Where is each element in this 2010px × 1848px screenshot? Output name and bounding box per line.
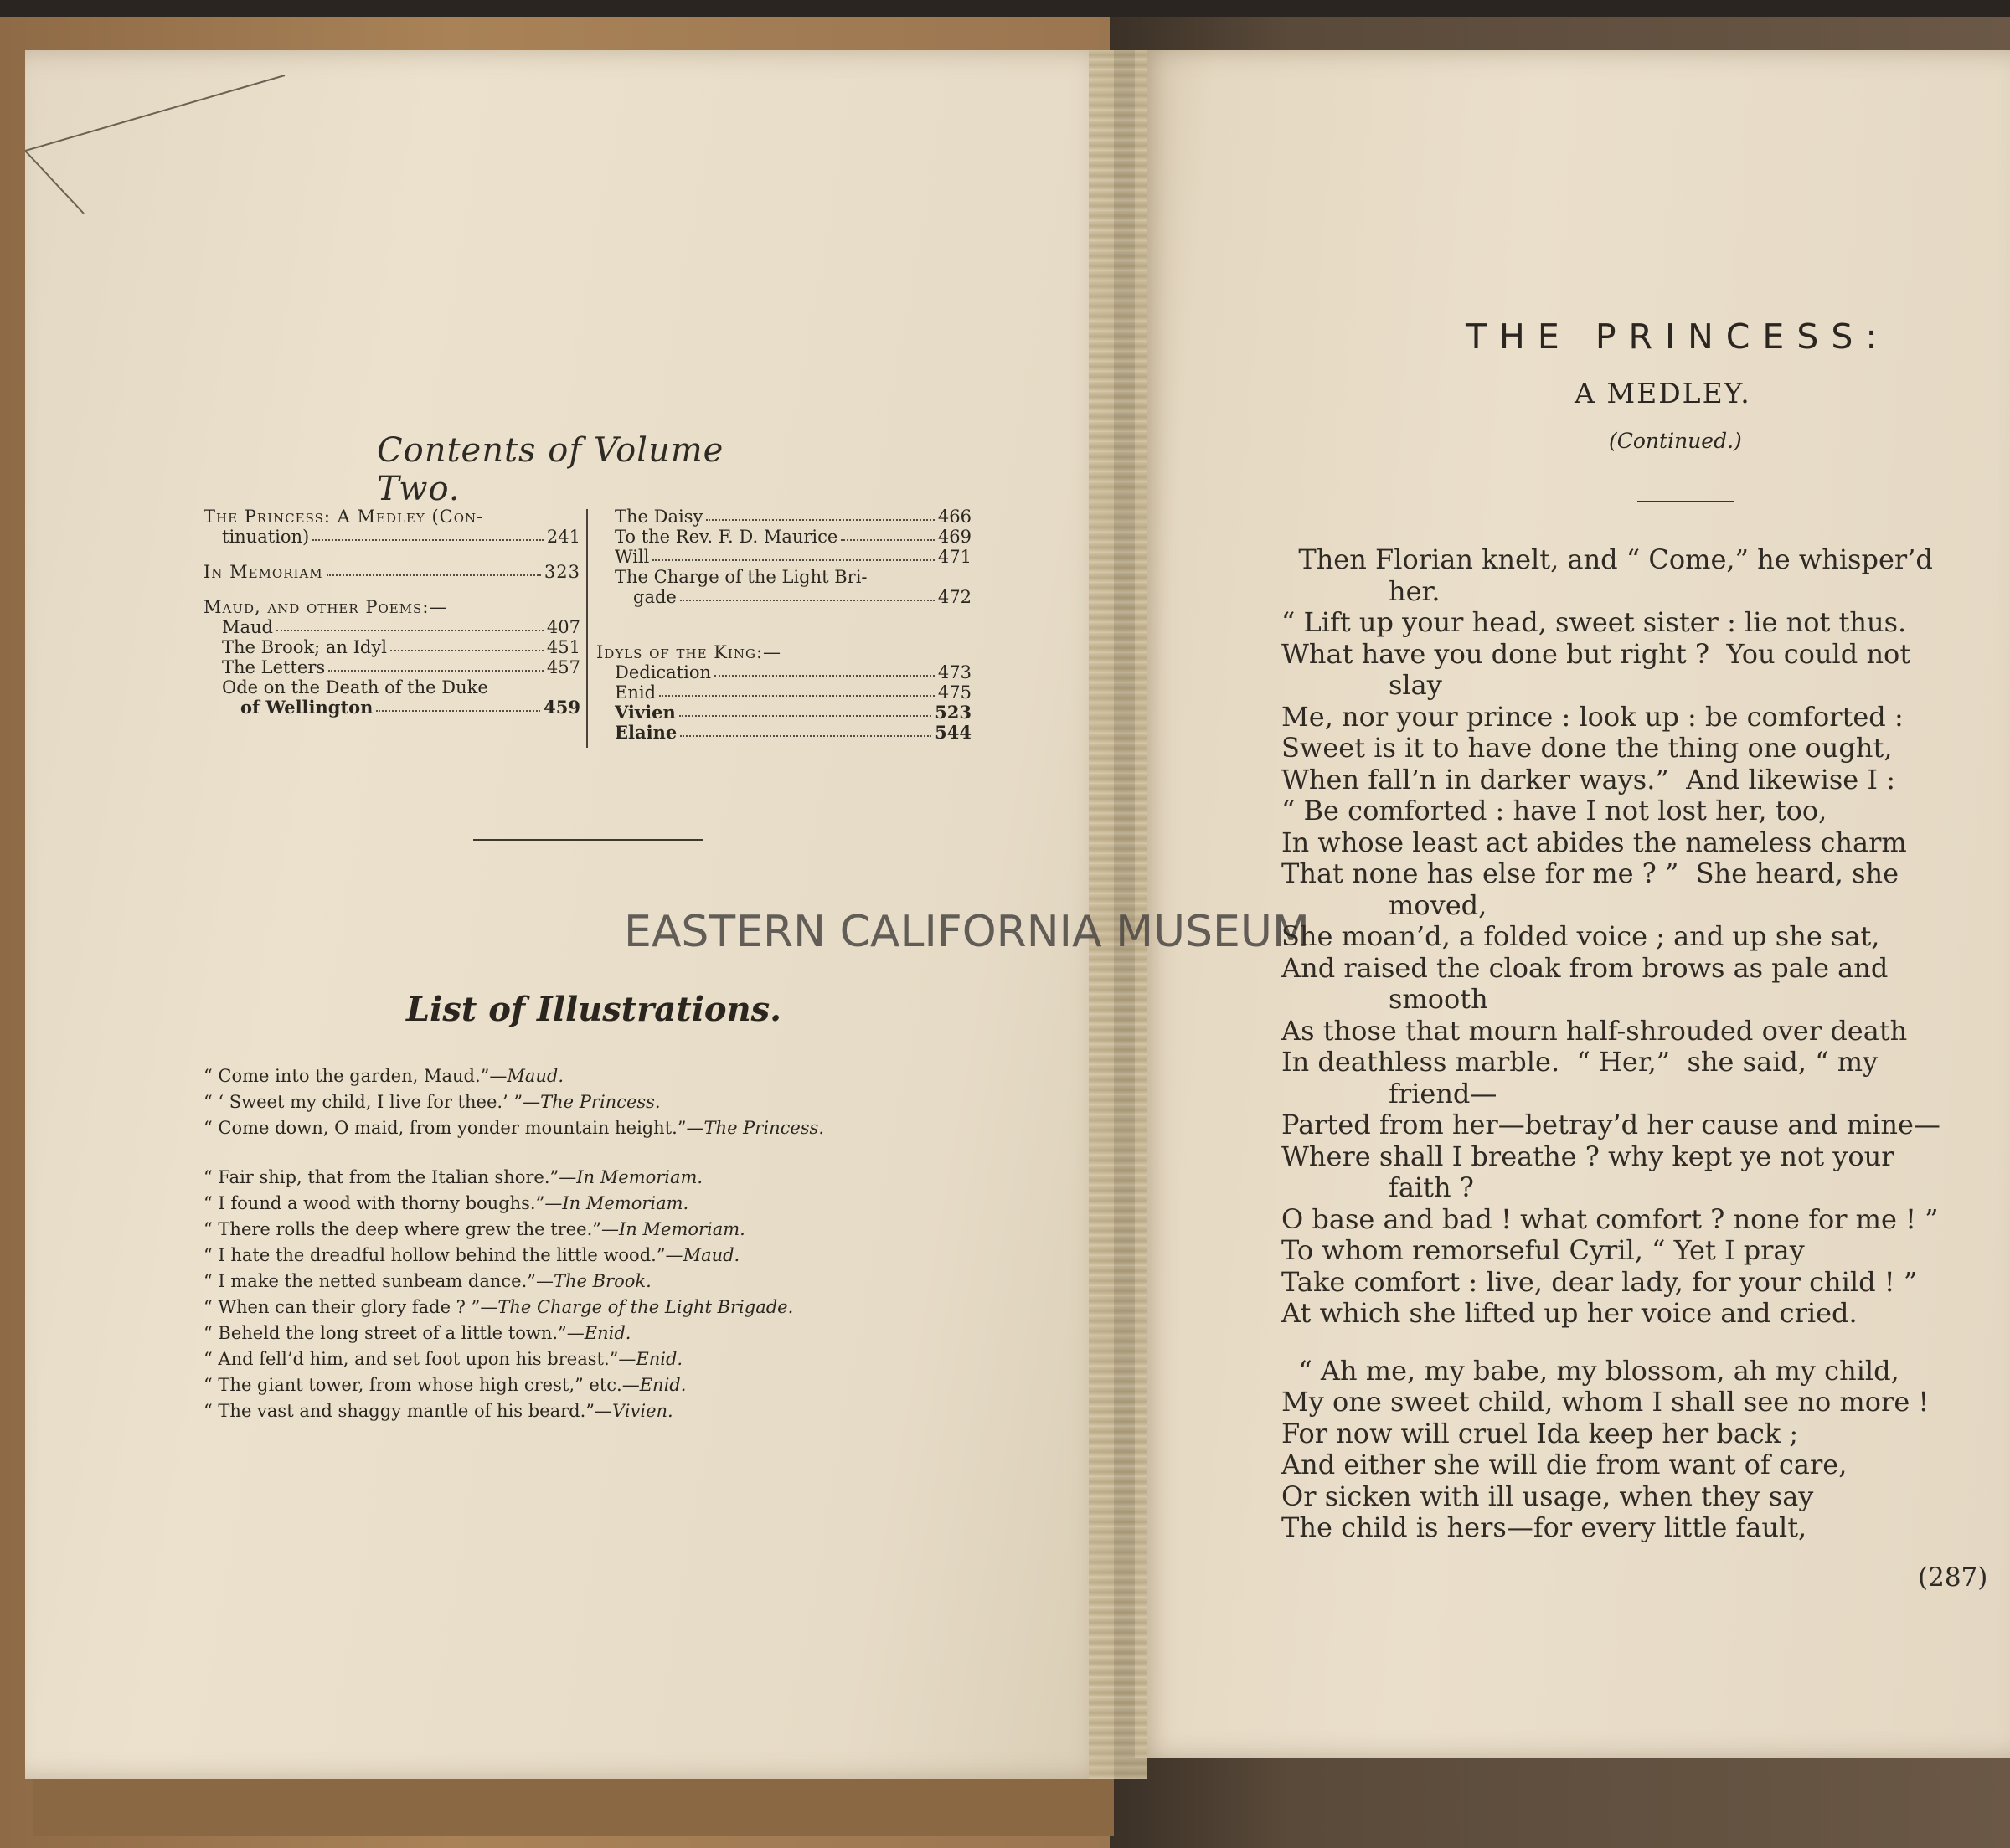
illustration-item bbox=[204, 1063, 1041, 1089]
toc-entry-title: The Princess: A Medley (Con- bbox=[204, 507, 484, 527]
illustration-source: Vivien. bbox=[612, 1401, 673, 1421]
illustration-source: Enid. bbox=[636, 1349, 683, 1369]
poem-line: faith ? bbox=[1389, 1171, 1474, 1203]
poem-line: My one sweet child, whom I shall see no more ! bbox=[1281, 1386, 1930, 1418]
toc-entry-page: 459 bbox=[544, 697, 580, 718]
toc-entry-page: 523 bbox=[935, 702, 972, 723]
illustration-quote: “ Fair ship, that from the Italian shore.”— bbox=[204, 1167, 577, 1187]
toc-entry bbox=[596, 703, 972, 723]
toc-entry bbox=[204, 657, 580, 677]
toc-entry bbox=[204, 527, 580, 547]
poem-line: her. bbox=[1389, 574, 1440, 607]
illustration-quote: “ The vast and shaggy mantle of his beard.”— bbox=[204, 1401, 613, 1421]
poem-line: Me, nor your prince : look up : be comforted : bbox=[1281, 700, 1904, 733]
toc-entry-title: Enid bbox=[615, 682, 657, 703]
poem-line: In deathless marble. “ Her,” she said, “ my bbox=[1281, 1046, 1879, 1078]
poem-line: Where shall I breathe ? why kept ye not your bbox=[1281, 1140, 1894, 1172]
toc-entry bbox=[596, 567, 972, 587]
illustration-source: Maud. bbox=[507, 1066, 564, 1086]
poem-line: Or sicken with ill usage, when they say bbox=[1281, 1480, 1814, 1512]
illustration-source: Enid. bbox=[639, 1375, 687, 1395]
toc-entry-title: Idyls of the King:— bbox=[596, 642, 782, 662]
illustration-source: Enid. bbox=[584, 1323, 631, 1343]
toc-entry bbox=[596, 527, 972, 547]
toc-entry-title: tinuation) bbox=[222, 527, 310, 547]
poem-line: “ Be comforted : have I not lost her, too, bbox=[1281, 795, 1827, 826]
toc-entry bbox=[204, 637, 580, 657]
poem-line: slay bbox=[1389, 669, 1442, 701]
poem-line: And raised the cloak from brows as pale and bbox=[1281, 951, 1889, 984]
toc-entry-title: The Letters bbox=[222, 657, 326, 677]
toc-entry-title: To the Rev. F. D. Maurice bbox=[615, 527, 838, 547]
poem-subtitle: A MEDLEY. bbox=[1574, 377, 1751, 409]
toc-entry-title: Will bbox=[615, 547, 650, 567]
contents-title: Contents of Volume Two. bbox=[377, 431, 724, 508]
toc-entry bbox=[596, 723, 972, 743]
illustration-item bbox=[204, 1243, 1041, 1269]
illustration-item bbox=[204, 1372, 1041, 1398]
toc-entry bbox=[596, 662, 972, 682]
illustration-item bbox=[204, 1165, 1041, 1191]
toc-entry-title: The Brook; an Idyl bbox=[222, 637, 387, 657]
poem-line: Parted from her—betray’d her cause and mine— bbox=[1281, 1109, 1940, 1140]
title-divider-rule bbox=[1637, 501, 1734, 502]
illustration-item bbox=[204, 1295, 1041, 1320]
toc-entry-title: Elaine bbox=[615, 722, 678, 743]
toc-entry-page: 457 bbox=[546, 657, 580, 677]
toc-entry-page: 544 bbox=[935, 722, 972, 743]
toc-entry-title: Vivien bbox=[615, 702, 676, 723]
poem-line: What have you done but right ? You could not bbox=[1281, 637, 1911, 670]
toc-section-heading bbox=[204, 597, 580, 617]
toc-entry bbox=[204, 698, 580, 718]
illustration-source: The Charge of the Light Brigade. bbox=[497, 1297, 794, 1317]
illustration-source: The Princess. bbox=[540, 1092, 661, 1112]
illustration-quote: “ Come down, O maid, from yonder mountain height.”— bbox=[204, 1118, 704, 1138]
illustration-item bbox=[204, 1346, 1041, 1372]
toc-entry-title: of Wellington bbox=[240, 697, 374, 718]
poem-line: Take comfort : live, dear lady, for your child ! ” bbox=[1281, 1265, 1918, 1298]
toc-entry bbox=[204, 677, 580, 698]
illustration-item bbox=[204, 1269, 1041, 1295]
poem-line: At which she lifted up her voice and cried. bbox=[1281, 1297, 1858, 1329]
poem-line: moved, bbox=[1389, 888, 1487, 921]
illustration-quote: “ Beheld the long street of a little town.”— bbox=[204, 1323, 585, 1343]
illustration-quote: “ Come into the garden, Maud.”— bbox=[204, 1066, 508, 1086]
toc-entry-page: 472 bbox=[937, 587, 972, 607]
toc-entry-page: 471 bbox=[937, 547, 972, 567]
poem-line: That none has else for me ? ” She heard, she bbox=[1281, 857, 1899, 889]
illustration-item bbox=[204, 1398, 1041, 1424]
illustration-item bbox=[204, 1089, 1041, 1115]
poem-line: When fall’n in darker ways.” And likewise I : bbox=[1281, 763, 1895, 795]
illustrations-list bbox=[204, 1063, 1041, 1424]
toc-entry-title: The Daisy bbox=[615, 507, 704, 527]
poem-line: In whose least act abides the nameless charm bbox=[1281, 826, 1907, 858]
illustration-quote: “ The giant tower, from whose high crest,” etc.— bbox=[204, 1375, 640, 1395]
poem-line: “ Lift up your head, sweet sister : lie not thus. bbox=[1281, 606, 1907, 638]
illustration-quote: “ I hate the dreadful hollow behind the little wood.”— bbox=[204, 1245, 683, 1265]
illustration-quote: “ When can their glory fade ? ”— bbox=[204, 1297, 498, 1317]
poem-line: She moan’d, a folded voice ; and up she sat, bbox=[1281, 920, 1880, 952]
toc-entry-page: 323 bbox=[544, 562, 580, 582]
toc-section-heading bbox=[596, 642, 972, 662]
illustration-source: In Memoriam. bbox=[562, 1193, 689, 1213]
toc-entry bbox=[596, 547, 972, 567]
toc-entry-page: 469 bbox=[937, 527, 972, 547]
toc-entry-title: The Charge of the Light Bri- bbox=[615, 567, 868, 587]
poem-line: smooth bbox=[1389, 983, 1488, 1015]
poem-line: O base and bad ! what comfort ? none for me ! ” bbox=[1281, 1202, 1939, 1235]
illustration-item bbox=[204, 1191, 1041, 1217]
toc-entry-page: 466 bbox=[937, 507, 972, 527]
illustration-item bbox=[204, 1115, 1041, 1141]
illustration-quote: “ I found a wood with thorny boughs.”— bbox=[204, 1193, 563, 1213]
toc-entry-title: Maud, and other Poems:— bbox=[204, 597, 448, 617]
poem-title: THE PRINCESS: bbox=[1466, 317, 1890, 357]
toc-entry-page: 475 bbox=[937, 682, 972, 703]
toc-entry-title: Maud bbox=[222, 617, 273, 637]
toc-entry bbox=[596, 587, 972, 607]
poem-line: To whom remorseful Cyril, “ Yet I pray bbox=[1281, 1234, 1805, 1266]
illustration-quote: “ And fell’d him, and set foot upon his breast.”— bbox=[204, 1349, 636, 1369]
illustration-item bbox=[204, 1320, 1041, 1346]
illustration-quote: “ ‘ Sweet my child, I live for thee.’ ”— bbox=[204, 1092, 541, 1112]
illustration-source: In Memoriam. bbox=[576, 1167, 704, 1187]
illustration-source: The Princess. bbox=[704, 1118, 825, 1138]
poem-line: “ Ah me, my babe, my blossom, ah my child, bbox=[1281, 1354, 1899, 1387]
toc-entry-page: 473 bbox=[937, 662, 972, 682]
toc-entry bbox=[596, 507, 972, 527]
toc-column-divider bbox=[586, 509, 588, 748]
museum-watermark: EASTERN CALIFORNIA MUSEUM bbox=[624, 907, 1310, 957]
illustration-item bbox=[204, 1217, 1041, 1243]
toc-entry-title: Dedication bbox=[615, 662, 712, 682]
continued-text: (Continued.) bbox=[1609, 429, 1742, 453]
illustration-quote: “ I make the netted sunbeam dance.”— bbox=[204, 1271, 554, 1291]
illustration-source: Maud. bbox=[683, 1245, 740, 1265]
poem-line: For now will cruel Ida keep her back ; bbox=[1281, 1417, 1799, 1449]
toc-entry bbox=[204, 562, 580, 582]
continued-note bbox=[1609, 429, 1776, 453]
page-corner-fold bbox=[25, 50, 293, 218]
toc-entry-page: 407 bbox=[546, 617, 580, 637]
poem-line: As those that mourn half-shrouded over death bbox=[1281, 1014, 1908, 1047]
illustration-source: In Memoriam. bbox=[619, 1219, 745, 1239]
poem-line: And either she will die from want of care, bbox=[1281, 1449, 1848, 1480]
toc-entry bbox=[204, 617, 580, 637]
toc-left-column bbox=[204, 507, 580, 718]
toc-right-column bbox=[596, 507, 972, 743]
poem-line: The child is hers—for every little fault, bbox=[1281, 1511, 1807, 1543]
illustration-quote: “ There rolls the deep where grew the tree.”— bbox=[204, 1219, 620, 1239]
poem-line: Then Florian knelt, and “ Come,” he whisper’d bbox=[1281, 544, 1933, 575]
poem-line: Sweet is it to have done the thing one ought, bbox=[1281, 732, 1893, 764]
poem-line: friend— bbox=[1389, 1077, 1497, 1109]
illustrations-title: List of Illustrations. bbox=[406, 990, 782, 1029]
illustration-source: The Brook. bbox=[553, 1271, 652, 1291]
toc-entry bbox=[204, 507, 580, 527]
toc-entry-page: 241 bbox=[546, 527, 580, 547]
toc-entry-title: gade bbox=[633, 587, 677, 607]
page-number: (287) bbox=[1918, 1562, 1988, 1593]
toc-entry-title: Ode on the Death of the Duke bbox=[222, 677, 488, 698]
bottom-cover-edge bbox=[34, 1775, 1114, 1836]
section-divider-rule bbox=[473, 839, 704, 841]
poem-body bbox=[1281, 544, 2010, 1544]
toc-entry-page: 451 bbox=[546, 637, 580, 657]
toc-entry-title: In Memoriam bbox=[204, 562, 323, 582]
toc-entry bbox=[596, 682, 972, 703]
